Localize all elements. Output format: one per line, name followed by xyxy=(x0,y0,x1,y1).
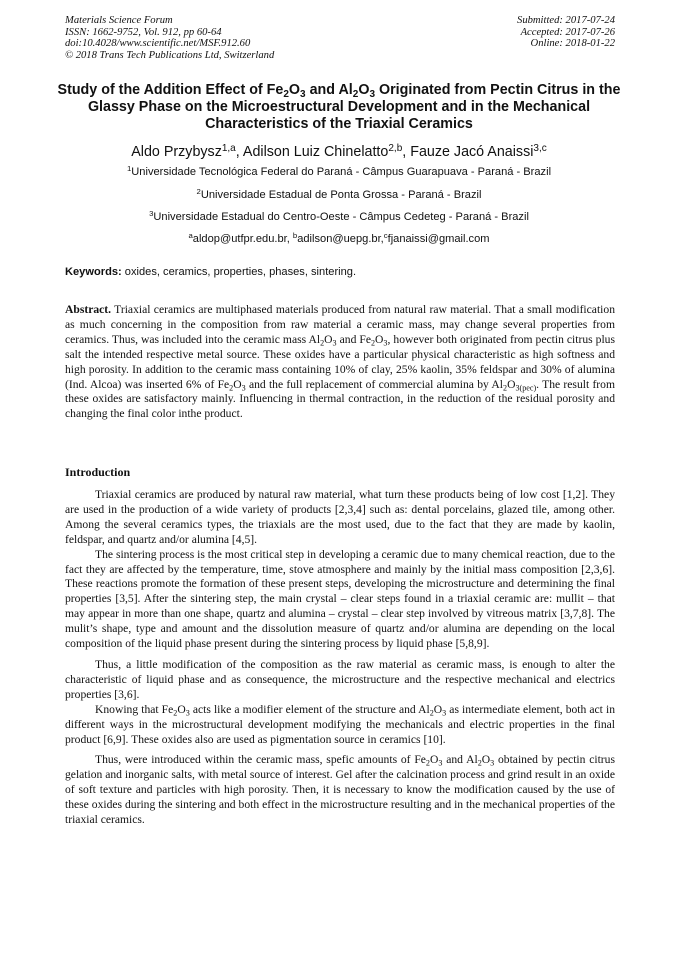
paragraph: Knowing that $Fe_2O_3$ acts like a modifier element of the structure and $Al_2O_3$ as intermediate element, both act in different ways in the microstructural development modifying the mechanicals and electric properties in the final product [6,9]. These oxides also are used as pigmentation source in ceramics [10]. xyxy=(65,702,615,746)
affiliation-2: $^2$Universidade Estadual de Ponta Grossa - Paraná - Brazil xyxy=(196,187,482,201)
abstract: Abstract. Triaxial ceramics are multiphased materials produced from natural raw material. That a small modification as much concerning in the composition from raw material a ceramic mass, may change several properties from ceramics. Thus, was included into the ceramic mass $Al_2O_3$ and $Fe_2O_3$, however both originated from pectin citrus plus salt the intended respective metal source. These oxides have a particular physical characteristic as high softness and high porosity. In addition to the ceramic mass containing 10% of clay, 25% kaolin, 35% feldspar and 30% of alumina (Ind. Alcoa) was inserted 6% of $Fe_2O_3$ and the full replacement of commercial alumina by $Al_2O_{3(pec)}$. The result from these oxides are satisfactory mainly. Influencing in thermal contraction, in the reduction of the residual porosity and changing the final color inthe product. xyxy=(65,303,615,421)
journal-info xyxy=(65,15,274,61)
author-list: Aldo Przybysz$^{1,a}$, Adilson Luiz Chinelatto$^{2,b}$, Fauze Jacó Anaissi$^{3,c}$ xyxy=(131,143,547,160)
paragraph: The sintering process is the most critical step in developing a ceramic due to many chemical reaction, due to the fact they are affected by the temperature, time, stove atmosphere and mainly by the initial mass composition [2,3,6]. These reactions promote the formation of these present steps, developing the microstructure and determining the final properties [3,5]. After the sintering step, the main crystal – clear steps found in a triaxial ceramic are: mullit – that may appear in more than one shape, quartz and alumina – crystal – clear step involved by vitreous matrix [3,7,8]. The mulit’s shape, type and amount and the dissolution measure of quartz and/or alumina are depending on the local composition of the liquid phase present during the sintering process by liquid phase [5,8,9]. xyxy=(65,547,615,651)
journal-name: Materials Science Forum xyxy=(65,15,173,26)
paper-title: Study of the Addition Effect of $Fe_2O_3$ and $Al_2O_3$ Originated from Pectin Citrus in the Glassy Phase on the Microestructural Development and in the Mechanical Characteristics of the Triaxial Ceramics xyxy=(57,82,621,133)
keywords xyxy=(65,266,615,279)
paragraph: Thus, were introduced within the ceramic mass, spefic amounts of $Fe_2O_3$ and $Al_2O_3$ obtained by pectin citrus gelation and inorganic salts, with metal source of interest. Gel after the calcination process and grind result in an oxide of soft texture and particles with high porosity. Then, it is necessary to know the modification caused by the use of these oxides during the sintering and both effect in the microstructure resulting and in the mechanical properties of the triaxial ceramics. xyxy=(65,753,615,827)
journal-copyright: © 2018 Trans Tech Publications Ltd, Switzerland xyxy=(65,49,275,61)
keywords-label: Keywords: xyxy=(65,266,122,278)
author-emails: $^a$aldop@utfpr.edu.br, $^b$adilson@uepg.br,$^c$fjanaissi@gmail.com xyxy=(188,231,490,245)
keywords-text: oxides, ceramics, properties, phases, sintering. xyxy=(121,266,357,278)
submission-dates xyxy=(517,15,615,50)
abstract-label: Abstract. xyxy=(65,303,112,316)
paragraph: Thus, a little modification of the composition as the raw material as ceramic mass, is enough to alter the characteristic of liquid phase and as consequence, the microstructure and the respective mechanical and electrics properties [3,6]. xyxy=(65,657,615,701)
affiliation-3: $^3$Universidade Estadual do Centro-Oeste - Câmpus Cedeteg - Paraná - Brazil xyxy=(149,209,529,223)
journal-issn: ISSN: 1662-9752, Vol. 912, pp 60-64 xyxy=(65,26,222,38)
journal-doi: doi:10.4028/www.scientific.net/MSF.912.60 xyxy=(65,38,251,50)
affiliation-1: $^1$Universidade Tecnológica Federal do Paraná - Câmpus Guarapuava - Paraná - Brazil xyxy=(126,164,552,178)
date-online: Online: 2018-01-22 xyxy=(530,38,615,50)
date-accepted: Accepted: 2017-07-26 xyxy=(520,26,615,38)
introduction-body xyxy=(65,488,615,828)
introduction-heading: Introduction xyxy=(65,465,131,479)
paragraph: Triaxial ceramics are produced by natural raw material, what turn these products being of low cost [1,2]. They are used in the production of a wide variety of products [2,3,4] such as: dental porcelains, glazed tile, among other. Among the several ceramics types, the triaxials are the most used, due to the fact that they are made by kaolin, feldspar, and quartz and/or alumina [4,5]. xyxy=(65,488,615,546)
date-submitted: Submitted: 2017-07-24 xyxy=(517,15,615,26)
